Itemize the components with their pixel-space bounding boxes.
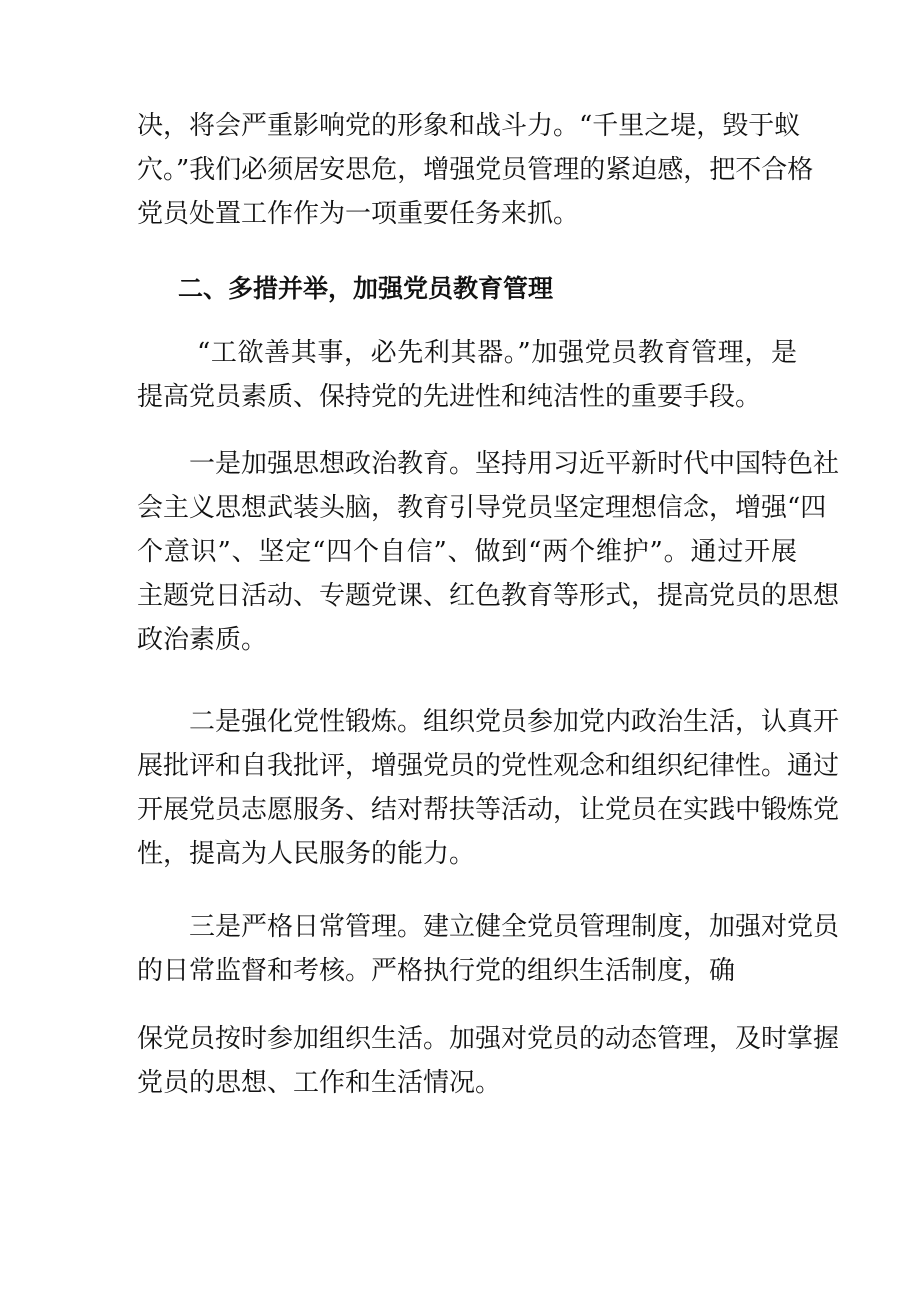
- text-line: 保党员按时参加组织生活。加强对党员的动态管理，及时掌握: [137, 1024, 840, 1054]
- paragraph-ideology-education: [137, 442, 840, 662]
- text-line: “工欲善其事，必先利其器。”加强党员教育管理，是: [197, 338, 797, 368]
- text-line: 二是强化党性锻炼。组织党员参加党内政治生活，认真开: [189, 707, 840, 737]
- paragraph-daily-management-continued: [137, 1017, 840, 1105]
- text-line: 党员的思想、工作和生活情况。: [137, 1068, 502, 1098]
- text-line: 党员处置工作作为一项重要任务来抓。: [137, 199, 580, 229]
- paragraph-daily-management: [137, 905, 840, 993]
- text-line: 提高党员素质、保持党的先进性和纯洁性的重要手段。: [137, 382, 762, 412]
- text-line: 开展党员志愿服务、结对帮扶等活动，让党员在实践中锻炼党: [137, 795, 840, 825]
- text-line: 主题党日活动、专题党课、红色教育等形式，提高党员的思想: [137, 581, 840, 611]
- paragraph-intro-continuation: [137, 104, 814, 236]
- text-line: 展批评和自我批评，增强党员的党性观念和组织纪律性。通过: [137, 751, 840, 781]
- text-line: 决，将会严重影响党的形象和战斗力。“千里之堤，毁于蚁: [137, 111, 801, 141]
- paragraph-party-spirit: [137, 700, 840, 876]
- section-heading-text: 二、多措并举，加强党员教育管理: [178, 274, 554, 303]
- text-line: 的日常监督和考核。严格执行党的组织生活制度，确: [137, 956, 736, 986]
- text-line: 三是严格日常管理。建立健全党员管理制度，加强对党员: [189, 912, 840, 942]
- text-line: 政治素质。: [137, 625, 268, 655]
- text-line: 个意识”、坚定“四个自信”、做到“两个维护”。通过开展: [137, 537, 797, 567]
- section-heading: [178, 267, 798, 311]
- text-line: 性，提高为人民服务的能力。: [137, 839, 476, 869]
- paragraph-tools: [137, 331, 797, 419]
- text-line: 一是加强思想政治教育。坚持用习近平新时代中国特色社: [189, 449, 840, 479]
- text-line: 穴。”我们必须居安思危，增强党员管理的紧迫感，把不合格: [137, 155, 814, 185]
- text-line: 会主义思想武装头脑，教育引导党员坚定理想信念，增强“四: [137, 493, 827, 523]
